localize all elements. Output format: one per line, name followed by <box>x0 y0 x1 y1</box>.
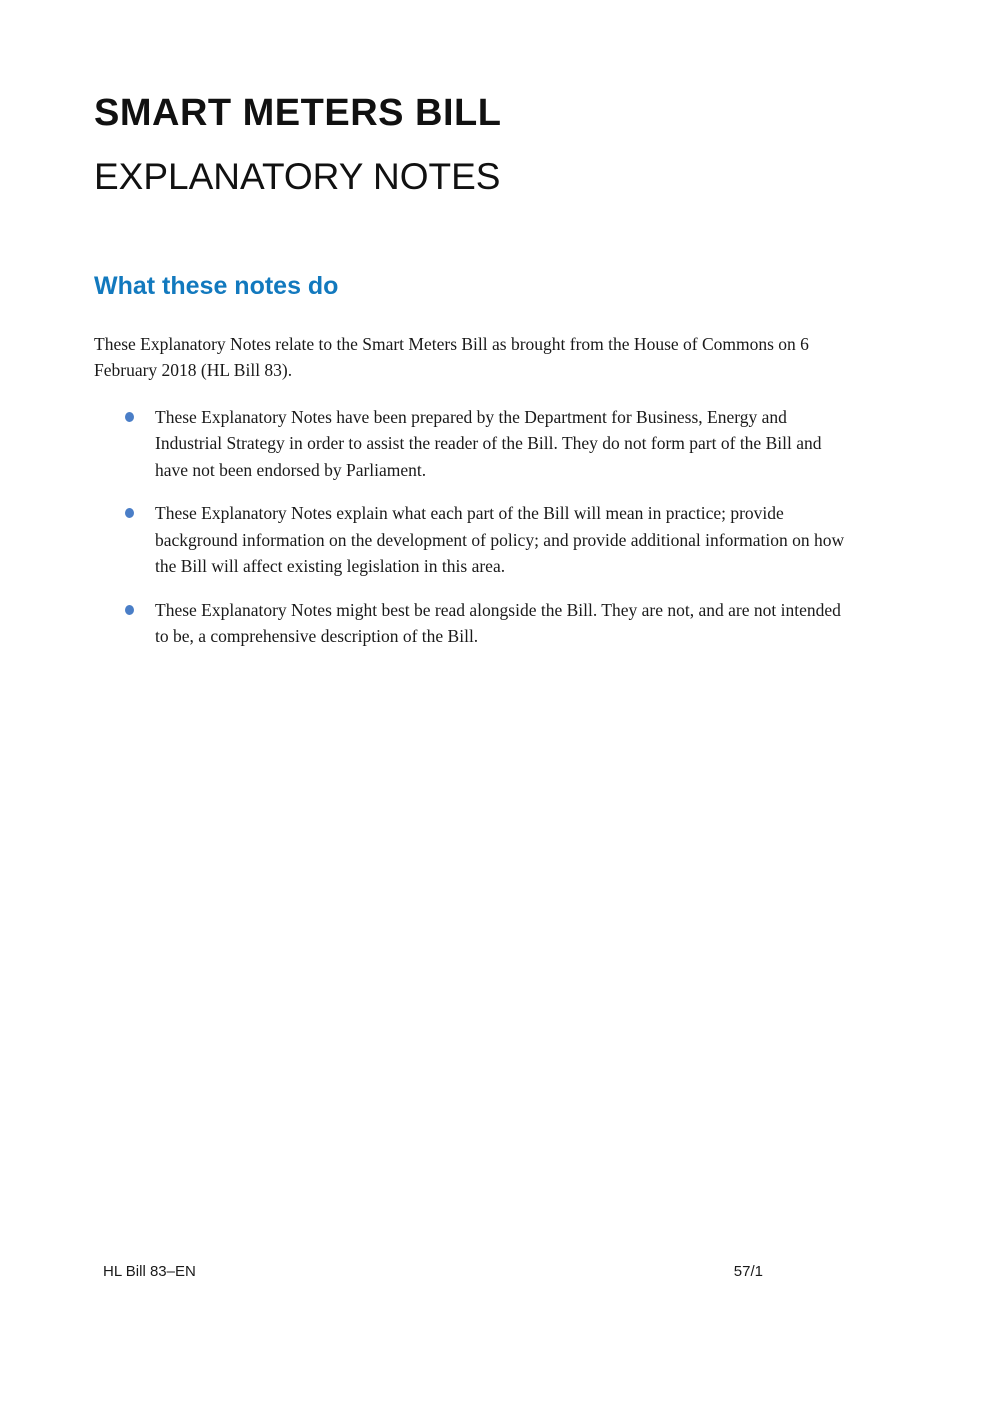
bullet-dot-icon <box>125 412 134 422</box>
bullet-text: These Explanatory Notes explain what each part of the Bill will mean in practice; provide background information on the development of policy; and provide additional information on how the Bill will affect existing legislation in this area. <box>155 503 845 576</box>
document-content <box>94 0 846 667</box>
bullet-dot-icon <box>125 508 134 518</box>
bullet-item <box>94 500 846 580</box>
footer-bill-number: HL Bill 83–EN <box>103 1263 196 1280</box>
section-heading: What these notes do <box>94 272 339 300</box>
document-title: SMART METERS BILL <box>94 92 502 134</box>
intro-paragraph: These Explanatory Notes relate to the Smart Meters Bill as brought from the House of Commons on 6 February 2018 (HL Bill 83). <box>94 333 809 380</box>
page-footer <box>103 1263 763 1280</box>
bullet-dot-icon <box>125 605 134 615</box>
bullet-list <box>94 404 846 650</box>
footer-page-number: 57/1 <box>733 1263 763 1280</box>
bullet-item <box>94 597 846 650</box>
bullet-text: These Explanatory Notes might best be read alongside the Bill. They are not, and are not intended to be, a comprehensive description of the Bill. <box>155 599 841 646</box>
bullet-text: These Explanatory Notes have been prepared by the Department for Business, Energy and Industrial Strategy in order to assist the reader of the Bill. They do not form part of the Bill and have not been endorsed by Parliament. <box>155 406 822 480</box>
document-subtitle: EXPLANATORY NOTES <box>94 156 501 197</box>
bullet-item <box>94 404 846 484</box>
